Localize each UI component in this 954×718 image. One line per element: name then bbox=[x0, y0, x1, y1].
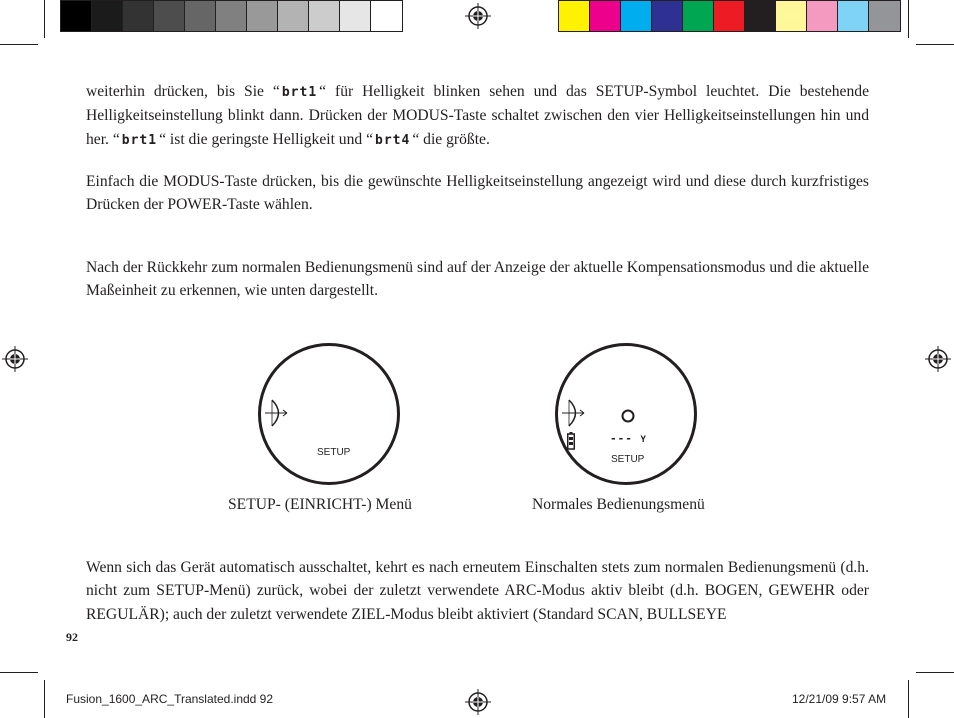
crop-mark bbox=[908, 680, 909, 718]
color-swatch bbox=[776, 1, 807, 31]
color-swatch bbox=[154, 1, 185, 31]
color-swatch bbox=[590, 1, 621, 31]
paragraph-mode-select: Einfach die MODUS-Taste drücken, bis die gewünschte Helligkeitseinstellung angezeigt wird und diese durch kurzfristiges Drücken der POWER-Taste wählen. bbox=[86, 173, 869, 214]
caption-setup-menu: SETUP- (EINRICHT-) Menü bbox=[228, 496, 412, 513]
crop-mark bbox=[0, 672, 38, 673]
unit-yards-label: Y bbox=[640, 435, 647, 445]
color-swatch bbox=[838, 1, 869, 31]
slug-filename: Fusion_1600_ARC_Translated.indd 92 bbox=[66, 692, 274, 706]
registration-mark-icon bbox=[465, 689, 491, 715]
paragraph-brightness bbox=[86, 80, 869, 152]
crop-mark bbox=[916, 44, 954, 45]
color-swatch bbox=[309, 1, 340, 31]
lcd-code-brt4: brt4 bbox=[375, 132, 411, 148]
color-swatch bbox=[185, 1, 216, 31]
reticle-circle-icon bbox=[620, 408, 636, 424]
crop-mark bbox=[44, 0, 45, 38]
bow-icon bbox=[560, 398, 586, 428]
crop-mark bbox=[44, 680, 45, 718]
color-swatch bbox=[745, 1, 776, 31]
registration-mark-icon bbox=[925, 346, 951, 372]
page-number: 92 bbox=[66, 630, 78, 644]
color-swatch bbox=[61, 1, 92, 31]
color-swatch bbox=[559, 1, 590, 31]
color-swatch bbox=[123, 1, 154, 31]
setup-label: SETUP bbox=[611, 454, 645, 465]
color-swatch bbox=[278, 1, 309, 31]
display-setup-menu bbox=[258, 343, 400, 485]
display-normal-menu bbox=[555, 343, 697, 485]
text-segment: “ für Helligkeit blinken sehen und das SETUP-Symbol leuchtet. Die bestehende Helligkeitseinstellung blinkt dann. Drücken der MODUS-Taste schaltet zwischen den vier Helligkeitseinstellungen hin und her. “ bbox=[86, 83, 869, 148]
battery-icon bbox=[567, 432, 575, 450]
distance-readout bbox=[610, 432, 647, 445]
color-swatch bbox=[247, 1, 278, 31]
registration-mark-icon bbox=[465, 3, 491, 29]
distance-dashes: --- bbox=[610, 432, 633, 445]
process-color-bar bbox=[558, 0, 901, 32]
text-segment: weiterhin drücken, bis Sie “ bbox=[86, 83, 280, 100]
color-swatch bbox=[807, 1, 838, 31]
color-swatch bbox=[340, 1, 371, 31]
color-swatch bbox=[683, 1, 714, 31]
lcd-code-brt1: brt1 bbox=[281, 85, 318, 100]
crop-mark bbox=[916, 672, 954, 673]
text-segment: “ ist die geringste Helligkeit und “ bbox=[159, 130, 374, 148]
grayscale-color-bar bbox=[60, 0, 403, 32]
caption-normal-menu: Normales Bedienungsmenü bbox=[532, 496, 705, 513]
slug-timestamp: 12/21/09 9:57 AM bbox=[792, 692, 887, 706]
color-swatch bbox=[869, 1, 900, 31]
registration-mark-icon bbox=[2, 346, 28, 372]
color-swatch bbox=[714, 1, 745, 31]
text-segment: “ die größte. bbox=[412, 130, 490, 148]
crop-mark bbox=[0, 44, 38, 45]
paragraph-normal-menu: Nach der Rückkehr zum normalen Bedienungsmenü sind auf der Anzeige der aktuelle Kompensationsmodus und die aktuelle Maßeinheit zu erkennen, wie unten dargestellt. bbox=[86, 259, 869, 300]
color-swatch bbox=[652, 1, 683, 31]
crop-mark bbox=[908, 0, 909, 38]
setup-label: SETUP bbox=[317, 447, 351, 458]
lcd-code-brt1: brt1 bbox=[121, 132, 158, 148]
color-swatch bbox=[92, 1, 123, 31]
color-swatch bbox=[216, 1, 247, 31]
color-swatch bbox=[371, 1, 402, 31]
color-swatch bbox=[621, 1, 652, 31]
paragraph-auto-off: Wenn sich das Gerät automatisch ausschaltet, kehrt es nach erneutem Einschalten stets zum normalen Bedienungsmenü (d.h. nicht zum SETUP-Menü) zurück, wobei der zuletzt verwendete ARC-Modus aktiv bleibt (d.h. BOGEN, GEWEHR oder REGULÄR); auch der zuletzt verwendete ZIEL-Modus bleibt aktiviert (Standard SCAN, BULLSEYE bbox=[86, 559, 869, 623]
bow-icon bbox=[263, 398, 289, 428]
